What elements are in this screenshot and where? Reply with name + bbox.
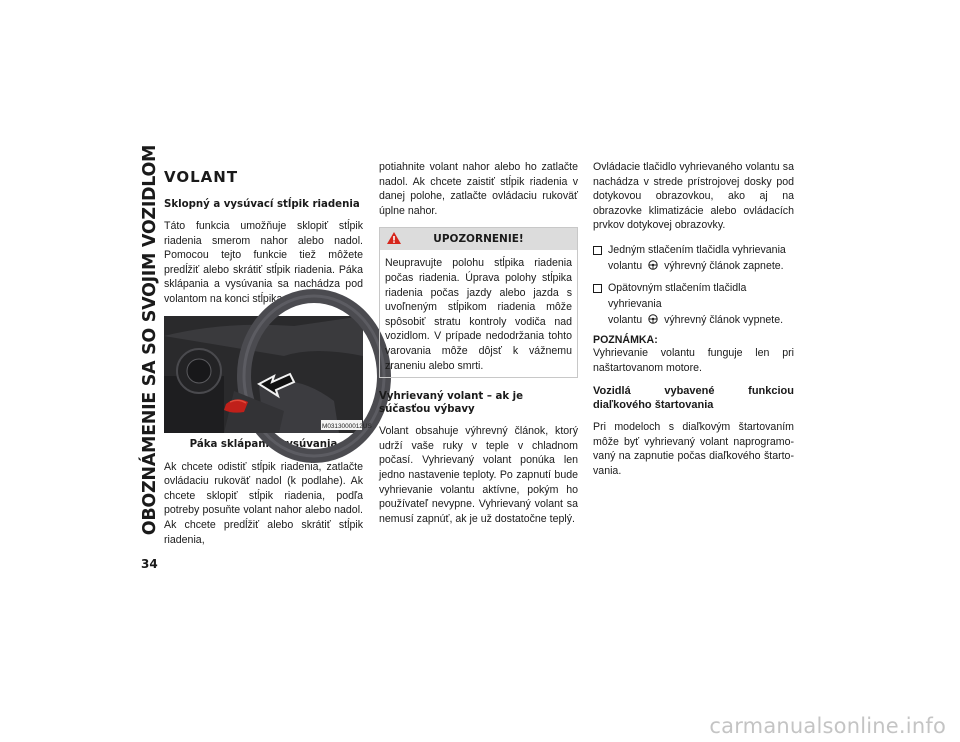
subheading-heated-wheel: Vyhrievaný volant – ak je súčasťou výbavy — [379, 391, 524, 416]
warning-box — [379, 227, 578, 378]
paragraph: potiahnite volant nahor alebo ho zatlačte nadol. Ak chcete zaistiť stĺpik riadenia v danej polohe, zatlačte ovládaciu rukoväť úplne nahor. — [379, 161, 578, 217]
page-number: 34 — [141, 557, 158, 571]
figure-code: M0313000012US — [322, 422, 372, 430]
heated-steering-wheel-icon — [648, 314, 658, 324]
checkbox-bullet-icon — [593, 284, 602, 293]
watermark: carmanualsonline.info — [709, 714, 946, 738]
column-2 — [379, 160, 578, 535]
column-1 — [164, 168, 372, 556]
warning-title: UPOZORNENIE! — [433, 233, 524, 246]
note-title: POZNÁMKA: — [593, 333, 658, 346]
sidebar-section-title: OBOZNÁMENIE SA SO SVOJIM VOZIDLOM — [140, 144, 160, 536]
list-item: Jedným stlačením tlačidla vyhrievania volantu výhrevný článok zapnete. — [593, 242, 794, 274]
steering-column-illustration — [164, 316, 372, 433]
note-text: Vyhrievanie volantu funguje len pri naštartovanom motore. — [593, 346, 794, 374]
heated-steering-wheel-icon — [648, 260, 658, 270]
warning-triangle-icon — [386, 231, 402, 245]
warning-header — [380, 228, 577, 250]
list-item: Opätovným stlačením tlačidla vyhrievania volantu výhrevný článok vypnete. — [593, 280, 794, 328]
column-3 — [593, 160, 794, 488]
subheading-remote-start: Vozidlá vybavené funkciou diaľkového štartovania — [593, 385, 794, 412]
section-title: VOLANT — [164, 168, 239, 186]
paragraph: Ak chcete odistiť stĺpik riadenia, zatlačte ovládaciu rukoväť nadol (k podlahe). Ak chcete sklopiť stĺpik riadenia, podľa potreby posuňte volant nahor alebo nadol. Ak chcete predĺžiť alebo skrátiť stĺpik riadenia, — [164, 460, 363, 546]
paragraph: Ovládacie tlačidlo vyhrievaného volantu sa nachádza v strede prístrojovej dosky pod dotykovou obrazovkou, ako aj na obrazovke klimatizácie alebo ovládacích prvkov dotykovej obrazovky. — [593, 161, 794, 232]
figure-caption: Páka sklápania/vysúvania — [189, 438, 338, 450]
paragraph: Pri modeloch s diaľkovým štartovaním môže byť vyhrievaný volant naprogramovaný na zapnutie počas diaľkového štartovania. — [593, 421, 794, 477]
paragraph: Táto funkcia umožňuje sklopiť stĺpik riadenia smerom nahor alebo nadol. Pomocou tejto funkcie tiež môžete predĺžiť alebo skrátiť stĺpik riadenia. Páka sklápania a vysúvania sa nachádza pod volantom na konci stĺpika riadenia. — [164, 220, 363, 305]
paragraph: Volant obsahuje výhrevný článok, ktorý udrží vaše ruky v teple v chladnom počasí. Vyhrievaný volant ponúka len jedno nastavenie teploty. Po zapnutí bude vyhrievanie volantu aktívne, pokým ho používateľ nevypne. Vyhrievaný volant sa nemusí zapnúť, ak je už dostatočne teplý. — [379, 425, 578, 525]
steering-column-figure — [164, 316, 372, 433]
checkbox-bullet-icon — [593, 246, 602, 255]
subheading-tilt-telescope: Sklopný a vysúvací stĺpik riadenia — [164, 199, 360, 210]
warning-text: Neupravujte polohu stĺpika riadenia počas riadenia. Úprava polohy stĺpika riadenia počas jazdy alebo jazda s uvoľneným stĺpikom riadenia môže spôsobiť stratu kontroly vodiča nad vozidlom. V prípade nedodržania tohto varovania môže dôjsť k vážnemu zraneniu alebo smrti. — [385, 257, 572, 372]
